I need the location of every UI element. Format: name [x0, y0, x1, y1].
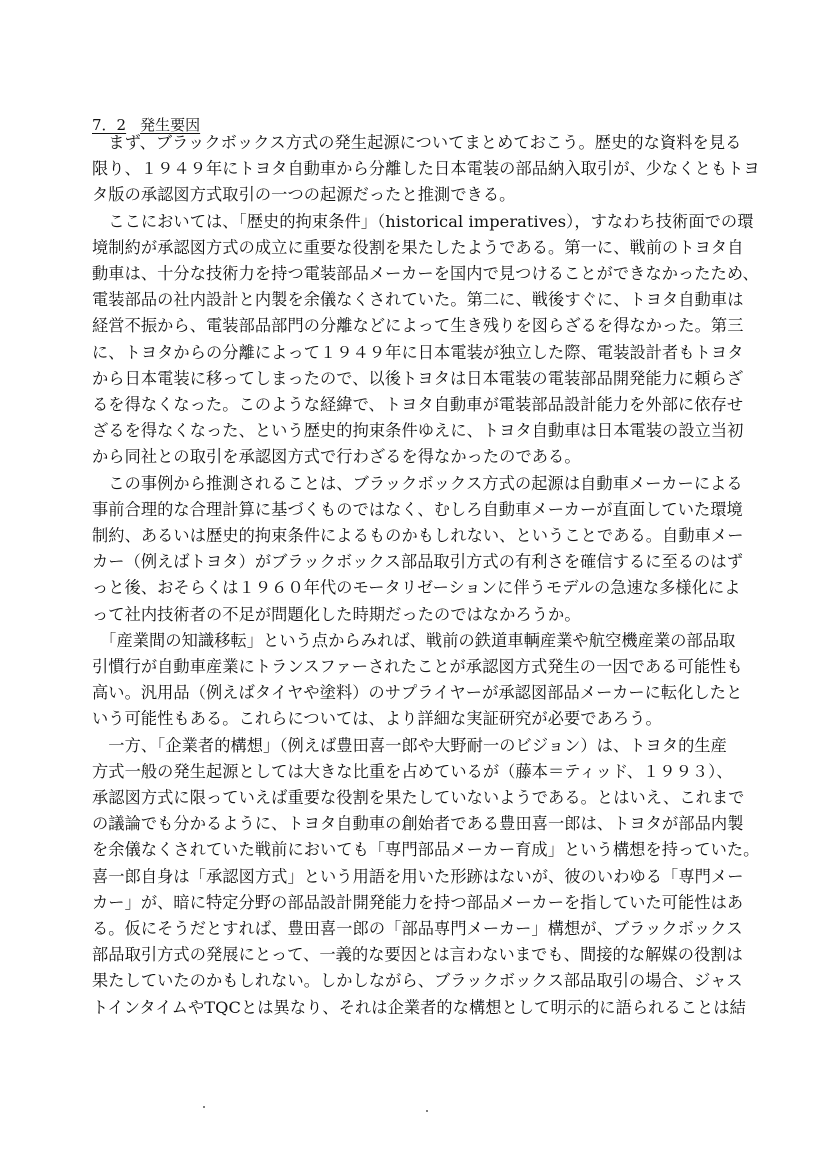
text-line: 引慣行が自動車産業にトランスファーされたことが承認図方式発生の一因である可能性も	[92, 657, 743, 676]
text-line: 限り、１９４９年にトヨタ自動車から分離した日本電装の部品納入取引が、少なくともトヨ	[92, 159, 760, 179]
text-line: 果たしていたのかもしれない。しかしながら、ブラックボックス部品取引の場合、ジャス	[92, 971, 743, 991]
text-line: の議論でも分かるように、トヨタ自動車の創始者である豊田喜一郎は、トヨタが部品内製	[92, 814, 744, 834]
text-line: 方式一般の発生起源としては大きな比重を占めているが（藤本＝ティッド、１９９３）、	[92, 761, 733, 781]
text-line: ざるを得なくなった、という歴史的拘束条件ゆえに、トヨタ自動車は日本電装の設立当初	[92, 421, 744, 441]
text-line: 動車は、十分な技術力を持つ電装部品メーカーを国内で見つけることができなかったため、	[92, 264, 759, 283]
text-line: 「産業間の知識移転」という点からみれば、戦前の鉄道車輌産業や航空機産業の部品取	[92, 630, 736, 650]
text-line: カー（例えばトヨタ）がブラックボックス部品取引方式の有利さを確信するに至るのはず	[92, 552, 744, 572]
text-line: って社内技術者の不足が問題化した時期だったのではなかろうか。	[92, 604, 581, 624]
scan-speck	[203, 1106, 205, 1108]
text-line: を余儀なくされていた戦前においても「専門部品メーカー育成」という構想を持っていた。	[92, 840, 760, 860]
text-line: 一方、「企業者的構想」（例えば豊田喜一郎や大野耐一のビジョン）は、トヨタ的生産	[92, 735, 727, 755]
text-line: タ版の承認図方式取引の一つの起源だったと推測できる。	[92, 185, 516, 205]
text-line: ここにおいては、「歴史的拘束条件」（historical imperatives），すなわち技術面での環	[92, 211, 754, 231]
text-line: 境制約が承認図方式の成立に重要な役割を果たしたようである。第一に、戦前のトヨタ自	[92, 237, 744, 257]
section-number: 7．2	[92, 116, 127, 134]
text-line: トインタイムやTQCとは異なり、それは企業者的な構想として明示的に語られることは結	[92, 997, 746, 1017]
section-title: 発生要因	[140, 116, 201, 134]
text-line: る。仮にそうだとすれば、豊田喜一郎の「部品専門メーカー」構想が、ブラックボックス	[92, 919, 743, 938]
text-line: るを得なくなった。このような経緯で、トヨタ自動車が電装部品設計能力を外部に依存せ	[92, 395, 744, 414]
text-line: いう可能性もある。これらについては、より詳細な実証研究が必要であろう。	[92, 709, 662, 729]
scan-speck	[426, 1110, 428, 1112]
text-line: 経営不振から、電装部品部門の分離などによって生き残りを図らざるを得なかった。第三	[92, 316, 744, 336]
text-line: から日本電装に移ってしまったので、以後トヨタは日本電装の電装部品開発能力に頼らざ	[92, 368, 744, 388]
text-line: から同社との取引を承認図方式で行わざるを得なかったのである。	[92, 447, 581, 467]
text-line: この事例から推測されることは、ブラックボックス方式の起源は自動車メーカーによる	[92, 473, 743, 493]
text-line: カー」が、暗に特定分野の部品設計開発能力を持つ部品メーカーを指していた可能性はあ	[92, 892, 744, 912]
text-line: 事前合理的な合理計算に基づくものではなく、むしろ自動車メーカーが直面していた環境	[92, 499, 743, 519]
text-line: 喜一郎自身は「承認図方式」という用語を用いた形跡はないが、彼のいわゆる「専門メー	[92, 866, 744, 886]
text-line: 部品取引方式の発展にとって、一義的な要因とは言わないまでも、間接的な解媒の役割は	[92, 945, 743, 965]
text-line: まず、ブラックボックス方式の発生起源についてまとめておこう。歴史的な資料を見る	[92, 133, 742, 152]
text-line: 高い。汎用品（例えばタイヤや塗料）のサプライヤーが承認図部品メーカーに転化したと	[92, 683, 743, 703]
text-line: 承認図方式に限っていえば重要な役割を果たしていないようである。とはいえ、これまで	[92, 788, 745, 807]
text-line: 制約、あるいは歴史的拘束条件によるものかもしれない、ということである。自動車メー	[92, 526, 744, 545]
text-line: 電装部品の社内設計と内製を余儀なくされていた。第二に、戦後すぐに、トヨタ自動車は	[92, 290, 744, 310]
text-line: っと後、おそらくは１９６０年代のモータリゼーションに伴うモデルの急速な多様化によ	[92, 578, 741, 598]
text-line: に、トヨタからの分離によって１９４９年に日本電装が独立した際、電装設計者もトヨタ	[92, 342, 744, 362]
